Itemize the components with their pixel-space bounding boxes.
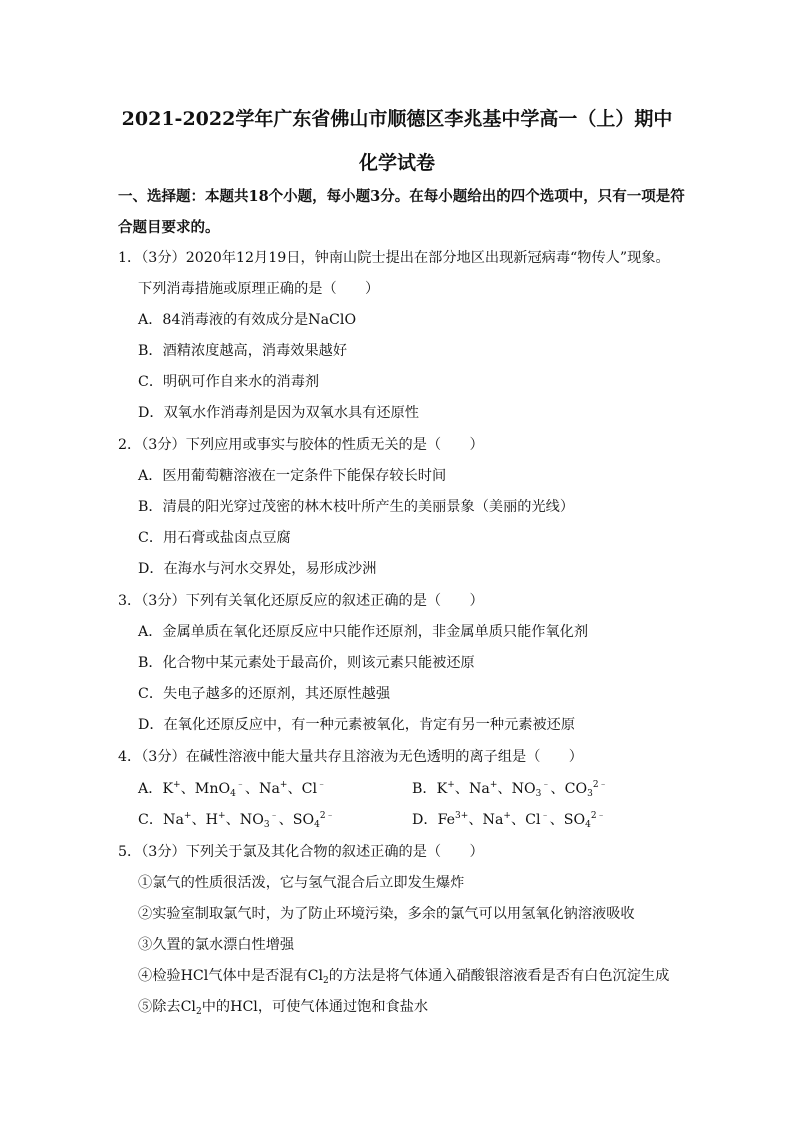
q4-option-c: C．Na+、H+、$NO_3^﹣$、$SO_4^{2﹣}$ bbox=[138, 811, 335, 830]
q3-option-a: A．金属单质在氧化还原反应中只能作还原剂，非金属单质只能作氧化剂 bbox=[138, 624, 589, 640]
q1-option-c: C．明矾可作自来水的消毒剂 bbox=[138, 374, 320, 390]
q5-item-4: ④检验HCl气体中是否混有$Cl_2$的方法是将气体通入硝酸银溶液看是否有白色沉淀生成 bbox=[138, 968, 670, 986]
q1-option-b: B．酒精浓度越高，消毒效果越好 bbox=[138, 343, 348, 359]
q4-option-b: B．K+、Na+、$NO_3^﹣$、$CO_3^{2﹣}$ bbox=[412, 780, 608, 799]
q1-stem-line2: 下列消毒措施或原理正确的是（ ） bbox=[138, 281, 380, 297]
q2-option-d: D．在海水与河水交界处，易形成沙洲 bbox=[138, 561, 377, 577]
q4-option-a: A．K+、MnO$_4$﹣、Na+、Cl﹣ bbox=[138, 780, 327, 799]
q5-item-5: ⑤除去$Cl_2$中的HCl，可使气体通过饱和食盐水 bbox=[138, 999, 429, 1017]
q5-item-2: ②实验室制取氯气时，为了防止环境污染，多余的氯气可以用氢氧化钠溶液吸收 bbox=[138, 906, 635, 922]
q3-stem: 3．（3分）下列有关氧化还原反应的叙述正确的是（ ） bbox=[118, 593, 484, 609]
exam-title-line2: 化学试卷 bbox=[358, 152, 435, 174]
q2-stem: 2．（3分）下列应用或事实与胶体的性质无关的是（ ） bbox=[118, 437, 484, 453]
q5-stem: 5．（3分）下列关于氯及其化合物的叙述正确的是（ ） bbox=[118, 844, 484, 860]
q2-option-c: C．用石膏或盐卤点豆腐 bbox=[138, 530, 291, 546]
section-heading: 一、选择题：本题共18个小题，每小题3分。在每小题给出的四个选项中，只有一项是符合题目要求的。 bbox=[118, 188, 685, 236]
q1-option-a: A．84消毒液的有效成分是NaClO bbox=[138, 312, 357, 328]
q4-option-d: D．$Fe^{3+}$、Na+、Cl﹣、$SO_4^{2﹣}$ bbox=[412, 811, 606, 830]
q3-option-c: C．失电子越多的还原剂，其还原性越强 bbox=[138, 686, 391, 702]
q3-option-b: B．化合物中某元素处于最高价，则该元素只能被还原 bbox=[138, 655, 475, 671]
q2-option-a: A．医用葡萄糖溶液在一定条件下能保存较长时间 bbox=[138, 468, 447, 484]
q5-item-1: ①氯气的性质很活泼，它与氢气混合后立即发生爆炸 bbox=[138, 875, 465, 891]
exam-title-line1: 2021-2022学年广东省佛山市顺德区李兆基中学高一（上）期中 bbox=[121, 108, 673, 130]
q5-item-3: ③久置的氯水漂白性增强 bbox=[138, 937, 295, 953]
q4-stem: 4．（3分）在碱性溶液中能大量共存且溶液为无色透明的离子组是（ ） bbox=[118, 749, 583, 765]
q1-option-d: D．双氧水作消毒剂是因为双氧水具有还原性 bbox=[138, 405, 419, 421]
q1-stem-line1: 1．（3分）2020年12月19日，钟南山院士提出在部分地区出现新冠病毒“物传人”现象。 bbox=[118, 250, 670, 266]
q2-option-b: B．清晨的阳光穿过茂密的林木枝叶所产生的美丽景象（美丽的光线） bbox=[138, 499, 575, 515]
q3-option-d: D．在氧化还原反应中，有一种元素被氧化，肯定有另一种元素被还原 bbox=[138, 717, 576, 733]
